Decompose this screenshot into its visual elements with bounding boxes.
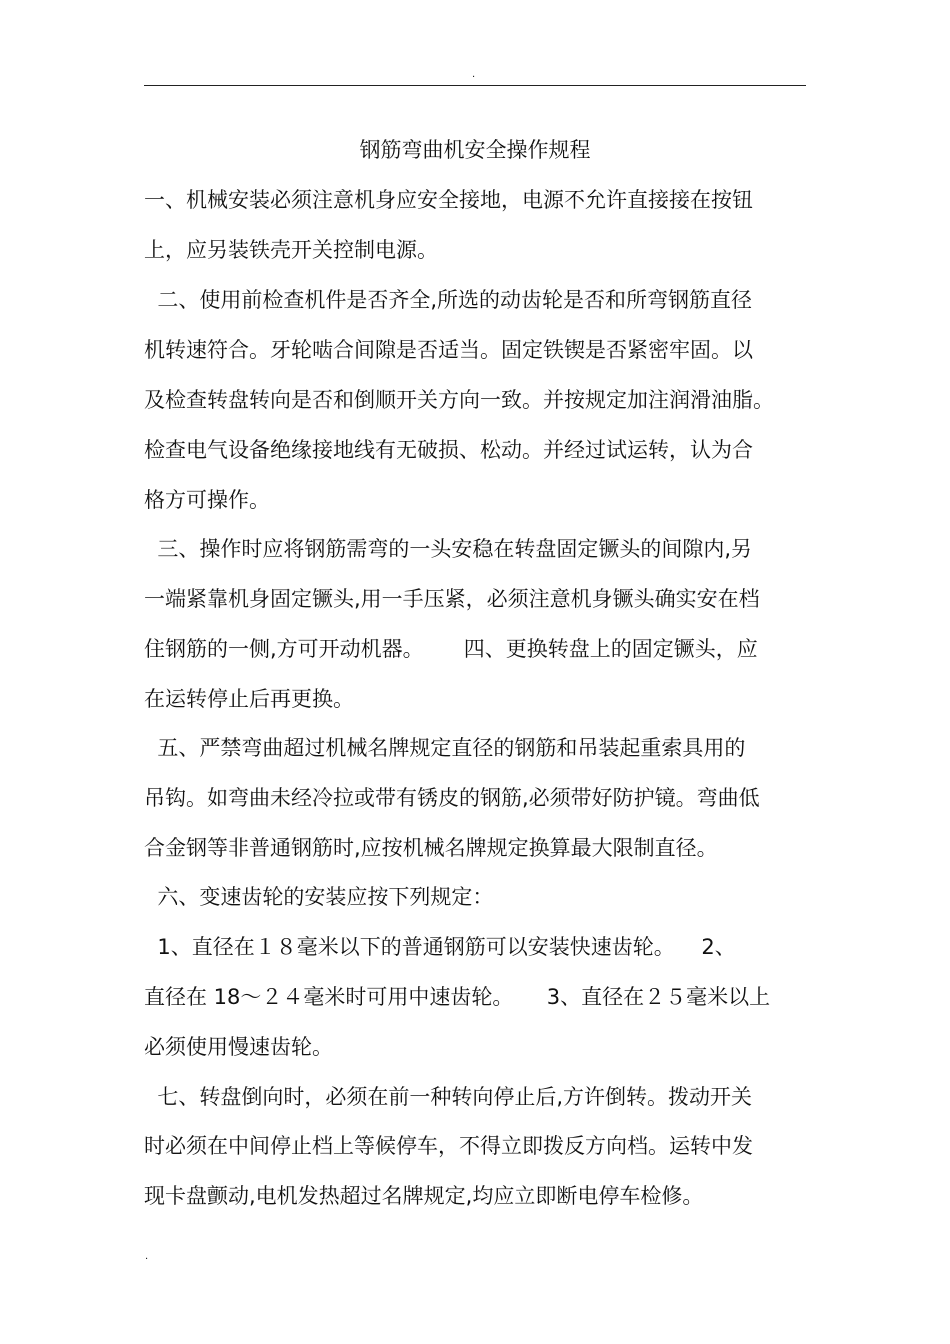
body-line: 上，应另装铁壳开关控制电源。: [144, 238, 438, 262]
body-line: 三、操作时应将钢筋需弯的一头安稳在转盘固定镢头的间隙内,另: [144, 537, 753, 561]
body-line: 合金钢等非普通钢筋时,应按机械名牌规定换算最大限制直径。: [144, 836, 718, 860]
body-line: 二、使用前检查机件是否齐全,所选的动齿轮是否和所弯钢筋直径: [144, 288, 753, 312]
body-line: 在运转停止后再更换。: [144, 687, 354, 711]
body-line: 一、机械安装必须注意机身应安全接地，电源不允许直接接在按钮: [144, 188, 753, 212]
body-line: 现卡盘颤动,电机发热超过名牌规定,均应立即断电停车检修。: [144, 1184, 704, 1208]
body-line: 及检查转盘转向是否和倒顺开关方向一致。并按规定加注润滑油脂。: [144, 388, 774, 412]
body-line: 五、严禁弯曲超过机械名牌规定直径的钢筋和吊装起重索具用的: [144, 736, 746, 760]
body-line: 时必须在中间停止档上等候停车，不得立即拨反方向档。运转中发: [144, 1134, 753, 1158]
body-line: 必须使用慢速齿轮。: [144, 1035, 333, 1059]
body-line: 直径在 18～２４毫米时可用中速齿轮。 3、直径在２５毫米以上: [144, 985, 771, 1009]
body-line: 一端紧靠机身固定镢头,用一手压紧，必须注意机身镢头确实安在档: [144, 587, 760, 611]
body-line: 检查电气设备绝缘接地线有无破损、松动。并经过试运转，认为合: [144, 438, 753, 462]
body-line: 七、转盘倒向时，必须在前一种转向停止后,方许倒转。拨动开关: [144, 1085, 753, 1109]
header-rule: [144, 85, 806, 86]
body-line: 吊钩。如弯曲未经冷拉或带有锈皮的钢筋,必须带好防护镜。弯曲低: [144, 786, 760, 810]
body-line: 1、直径在１８毫米以下的普通钢筋可以安装快速齿轮。 2、: [144, 935, 736, 959]
header-mark: .: [472, 69, 476, 80]
body-line: 六、变速齿轮的安装应按下列规定：: [144, 885, 494, 909]
body-line: 格方可操作。: [144, 488, 270, 512]
footer-mark: .: [145, 1251, 149, 1262]
body-line: 住钢筋的一侧,方可开动机器。 四、更换转盘上的固定镢头，应: [144, 637, 758, 661]
document-title: 钢筋弯曲机安全操作规程: [359, 138, 591, 162]
body-line: 机转速符合。牙轮啮合间隙是否适当。固定铁锲是否紧密牢固。以: [144, 338, 753, 362]
